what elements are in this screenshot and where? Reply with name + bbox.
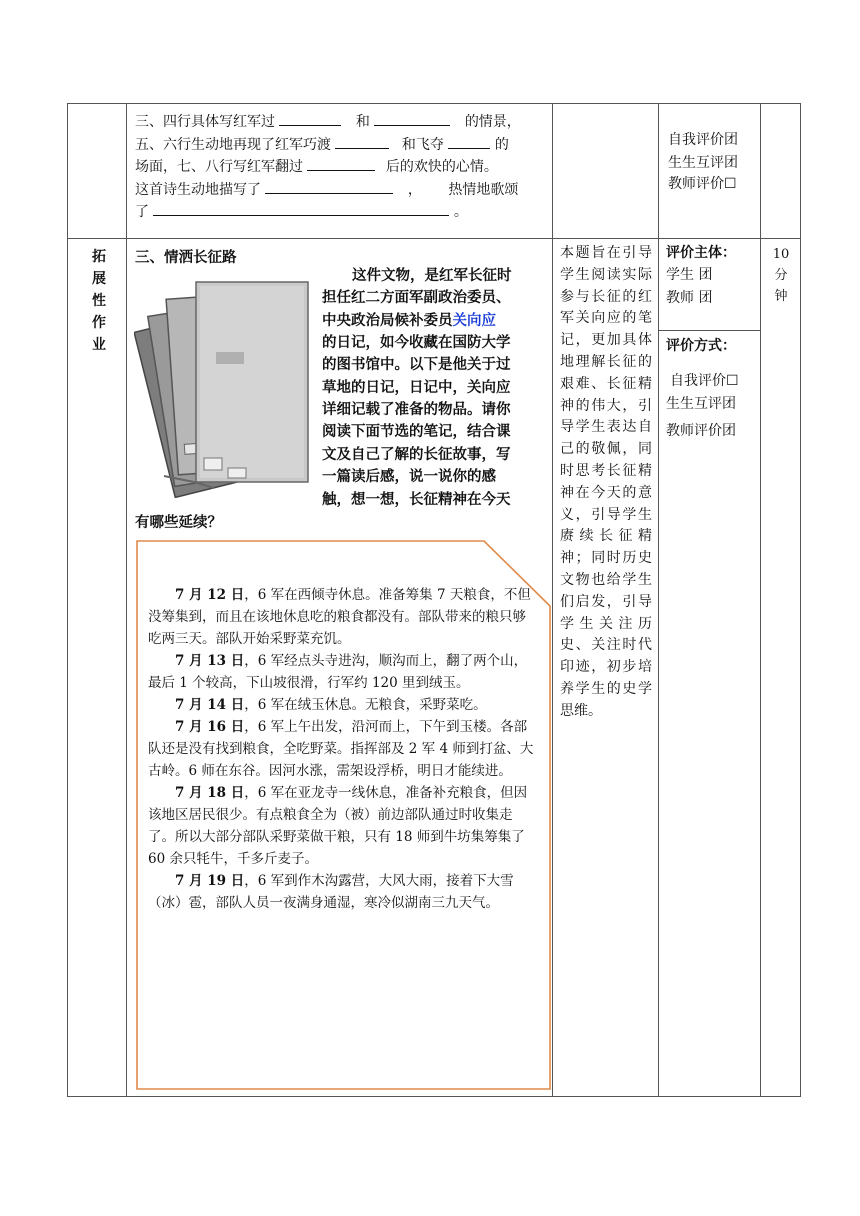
eval-subject-title: 评价主体： [666, 245, 736, 261]
intro-line: 一篇读后感，说一说你的感 [322, 468, 496, 485]
checkbox-icon[interactable]: ☐ [724, 176, 737, 192]
intro-line: 触，想一想，长征精神在今天 [322, 491, 511, 508]
intro-line: 中央政治局候补委员关向应 [322, 312, 496, 329]
eval-subject-student: 学生 团 [666, 267, 713, 283]
intro-line: 这件文物，是红军长征时 [352, 267, 512, 284]
check-mark-icon[interactable]: 团 [722, 396, 736, 412]
intro-line: 的日记，如今收藏在国防大学 [322, 334, 511, 351]
eval-teacher: 教师评价☐ [668, 176, 737, 192]
fill-text: 三、四行具体写红军过 [135, 114, 275, 130]
category-char: 作 [92, 315, 106, 331]
diary-entry: 7 月 18 日，6 军在亚龙寺一线休息，准备补充粮食，但因该地区居民很少。有点粮食全为（被）前边部队通过时收集走了。所以大部分部队采野菜做干粮，只有 18 师到牛坊集筹集了 60 余只牦牛，千多斤麦子。 [148, 785, 528, 867]
eval-method-peer: 生生互评团 [666, 396, 736, 412]
category-char: 拓 [92, 249, 106, 265]
fill-text: ， [407, 181, 422, 198]
blank-field[interactable] [279, 111, 341, 126]
blank-field[interactable] [153, 201, 449, 216]
table-top-border [67, 103, 801, 104]
intro-line: 担任红二方面军副政治委员、 [322, 289, 511, 306]
eval-method-block [666, 336, 739, 442]
table-bottom-border [67, 1096, 801, 1097]
fill-text: 后的欢快的心情。 [385, 159, 498, 175]
check-mark-icon[interactable]: 团 [724, 155, 738, 171]
intro-line: 草地的日记，日记中，关向应 [322, 379, 511, 396]
eval-method-self: 自我评价☐ [670, 373, 739, 389]
intro-line: 的图书馆中。以下是他关于过 [322, 356, 511, 373]
section-title: 三、情洒长征路 [135, 249, 237, 266]
blank-field[interactable] [335, 134, 389, 149]
intro-line: 有哪些延续？ [135, 514, 222, 531]
intro-line: 文及自己了解的长征故事，写 [322, 446, 511, 463]
category-char: 业 [92, 337, 106, 353]
check-mark-icon[interactable]: 团 [698, 290, 713, 306]
eval-self: 自我评价团 [668, 132, 738, 148]
eval-subject-block [666, 243, 736, 309]
eval-method-title: 评价方式： [666, 338, 736, 354]
check-mark-icon[interactable]: 团 [724, 132, 738, 148]
col-line-0 [67, 103, 68, 1097]
col-line-2 [552, 103, 553, 1097]
check-mark-icon[interactable]: 团 [722, 423, 736, 439]
fill-text: 场面，七、八行写红军翻过 [135, 159, 303, 175]
blank-field[interactable] [374, 111, 450, 126]
checkbox-icon[interactable]: ☐ [726, 373, 739, 389]
blank-field[interactable] [307, 156, 375, 171]
col-line-4 [760, 103, 761, 1097]
fill-text: 和 [355, 114, 370, 130]
category-char: 性 [92, 293, 106, 309]
fill-text: 的 [494, 136, 509, 153]
blank-field[interactable] [448, 134, 490, 149]
fill-text: 和飞夺 [401, 136, 444, 153]
design-intent: 本题旨在引导学生阅读实际参与长征的红军关向应的笔记，更加具体地理解长征的艰难、长征精神的伟大，引导学生表达自己的敬佩，同时思考长征精神在今天的意义，引导学生赓续长征精神；同时历史文物也给学生们启发，引导学生关注历史、关注时代印迹，初步培养学生的史学思维。 [560, 245, 652, 719]
top-eval-block [668, 130, 738, 195]
time-value: 10 [772, 247, 790, 262]
check-mark-icon[interactable]: 团 [698, 267, 713, 283]
highlight-name: 关向应 [452, 312, 496, 329]
diary-entry: 7 月 19 日，6 军到作木沟露营，大风大雨，接着下大雪（冰）雹，部队人员一夜满身通湿，寒冷似湖南三九天气。 [148, 873, 514, 911]
col-line-3 [658, 103, 659, 1097]
time-allocation [770, 244, 792, 307]
diary-excerpt [148, 584, 538, 914]
diary-entry: 7 月 16 日，6 军上午出发，沿河而上，下午到玉楼。各部队还是没有找到粮食，全吃野菜。指挥部及 2 军 4 师到打盆、大古岭。6 师在东谷。因河水涨，需架设浮桥，明日才能续进。 [148, 719, 534, 779]
diary-entry: 7 月 12 日，6 军在西倾寺休息。准备筹集 7 天粮食，不但没筹集到，而且在该地休息吃的粮食都没有。部队带来的粮只够吃两三天。部队开始采野菜充饥。 [148, 587, 531, 647]
intro-line: 详细记载了准备的物品。请你 [322, 401, 511, 418]
diary-photo [134, 268, 310, 498]
fill-line-3 [135, 156, 547, 179]
intro-line: 阅读下面节选的笔记，结合课 [322, 423, 511, 440]
fill-in-block [135, 111, 547, 224]
eval-subdivider [658, 330, 760, 331]
diary-entry: 7 月 14 日，6 军在绒玉休息。无粮食，采野菜吃。 [175, 697, 487, 713]
category-char: 展 [92, 271, 106, 287]
fill-line-1 [135, 111, 547, 134]
fill-text: 这首诗生动地描写了 [135, 181, 261, 198]
fill-text: 五、六行生动地再现了红军巧渡 [135, 136, 331, 153]
fill-line-5 [135, 201, 547, 224]
col-line-5 [800, 103, 801, 1097]
fill-line-4 [135, 179, 547, 202]
fill-text: 热情地歌颂 [448, 181, 519, 198]
time-unit-char: 钟 [774, 289, 788, 304]
eval-subject-teacher: 教师 团 [666, 290, 713, 306]
time-unit-char: 分 [774, 268, 788, 283]
fill-text: 的情景， [464, 114, 521, 130]
category-label [88, 246, 110, 356]
eval-peer: 生生互评团 [668, 155, 738, 171]
col-line-1 [126, 103, 127, 1097]
diary-entry: 7 月 13 日，6 军经点头寺进沟，顺沟而上，翻了两个山，最后 1 个较高，下山坡很滑，行军约 120 里到绒玉。 [148, 653, 528, 691]
fill-line-2 [135, 134, 547, 157]
row-divider [67, 238, 801, 239]
eval-method-teacher: 教师评价团 [666, 423, 736, 439]
fill-text: 。 [453, 204, 468, 220]
blank-field[interactable] [265, 179, 393, 194]
fill-text: 了 [135, 204, 149, 220]
